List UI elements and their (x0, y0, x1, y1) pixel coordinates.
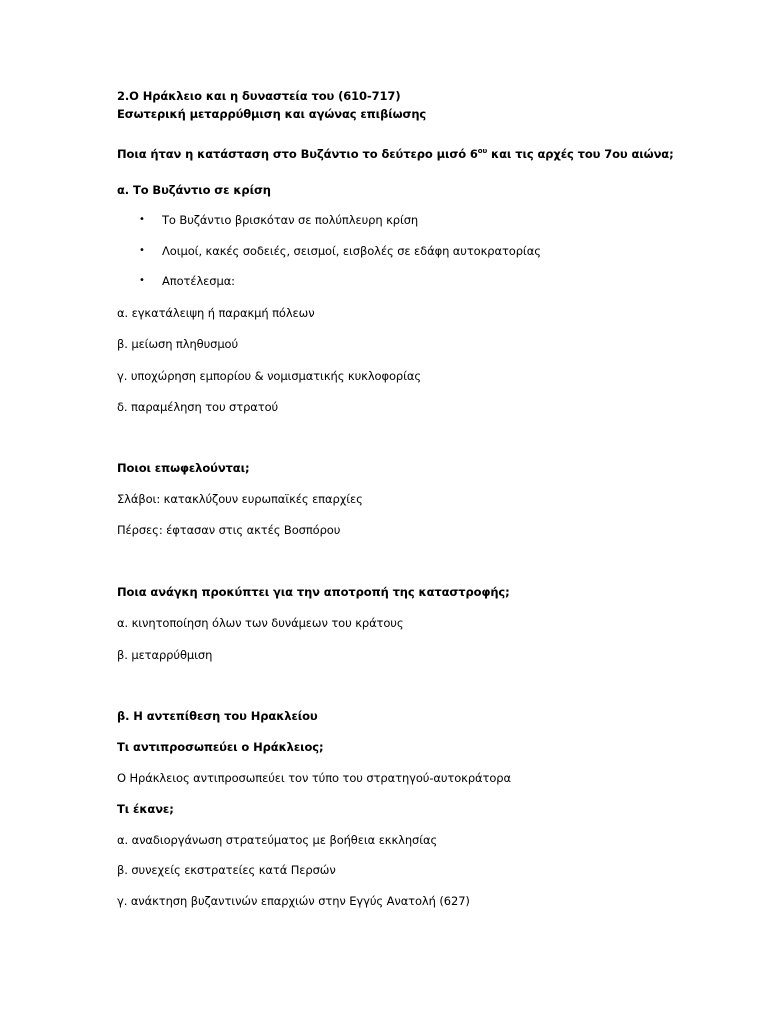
result-item: β. μείωση πληθυσμού (117, 337, 239, 351)
question-4: Τι αντιπροσωπεύει ο Ηράκλειος; (117, 740, 324, 754)
question-3: Ποια ανάγκη προκύπτει για την αποτροπή της καταστροφής; (117, 585, 510, 599)
bullet-item: Λοιμοί, κακές σοδειές, σεισμοί, εισβολές σε εδάφη αυτοκρατορίας (162, 244, 541, 258)
need-item: α. κινητοποίηση όλων των δυνάμεων του κράτους (117, 616, 404, 630)
bullet-marker: • (139, 245, 145, 256)
question-1-superscript: ου (477, 147, 488, 156)
question-1 (117, 146, 674, 162)
persians-line: Πέρσες: έφτασαν στις ακτές Βοσπόρου (117, 523, 341, 537)
result-item: γ. υποχώρηση εμπορίου & νομισματικής κυκλοφορίας (117, 369, 422, 383)
question-5: Τι έκανε; (117, 802, 174, 816)
title-line-2: Εσωτερική μεταρρύθμιση και αγώνας επιβίωσης (117, 107, 427, 121)
title-line-1: 2.Ο Ηράκλειο και η δυναστεία του (610-717) (117, 89, 401, 103)
bullet-item: Αποτέλεσμα: (162, 274, 235, 288)
action-item: α. αναδιοργάνωση στρατεύματος με βοήθεια εκκλησίας (117, 833, 438, 847)
result-item: δ. παραμέληση του στρατού (117, 400, 279, 414)
need-item: β. μεταρρύθμιση (117, 648, 213, 662)
question-2: Ποιοι επωφελούνται; (117, 461, 250, 475)
action-item: γ. ανάκτηση βυζαντινών επαρχιών στην Εγγύς Ανατολή (627) (117, 894, 470, 908)
result-item: α. εγκατάλειψη ή παρακμή πόλεων (117, 306, 315, 320)
slavs-line: Σλάβοι: κατακλύζουν ευρωπαϊκές επαρχίες (117, 492, 363, 506)
answer-4: Ο Ηράκλειος αντιπροσωπεύει τον τύπο του στρατηγού-αυτοκράτορα (117, 771, 511, 785)
question-1-text-end: και τις αρχές του 7ου αιώνα; (487, 147, 674, 161)
section-b-heading: β. Η αντεπίθεση του Ηρακλείου (117, 709, 318, 723)
section-a-heading: α. Το Βυζάντιο σε κρίση (117, 183, 271, 197)
bullet-marker: • (139, 214, 145, 225)
bullet-item: Το Βυζάντιο βρισκόταν σε πολύπλευρη κρίση (162, 213, 419, 227)
question-1-text: Ποια ήταν η κατάσταση στο Βυζάντιο το δεύτερο μισό 6 (117, 147, 478, 161)
bullet-marker: • (139, 275, 145, 286)
action-item: β. συνεχείς εκστρατείες κατά Περσών (117, 863, 336, 877)
